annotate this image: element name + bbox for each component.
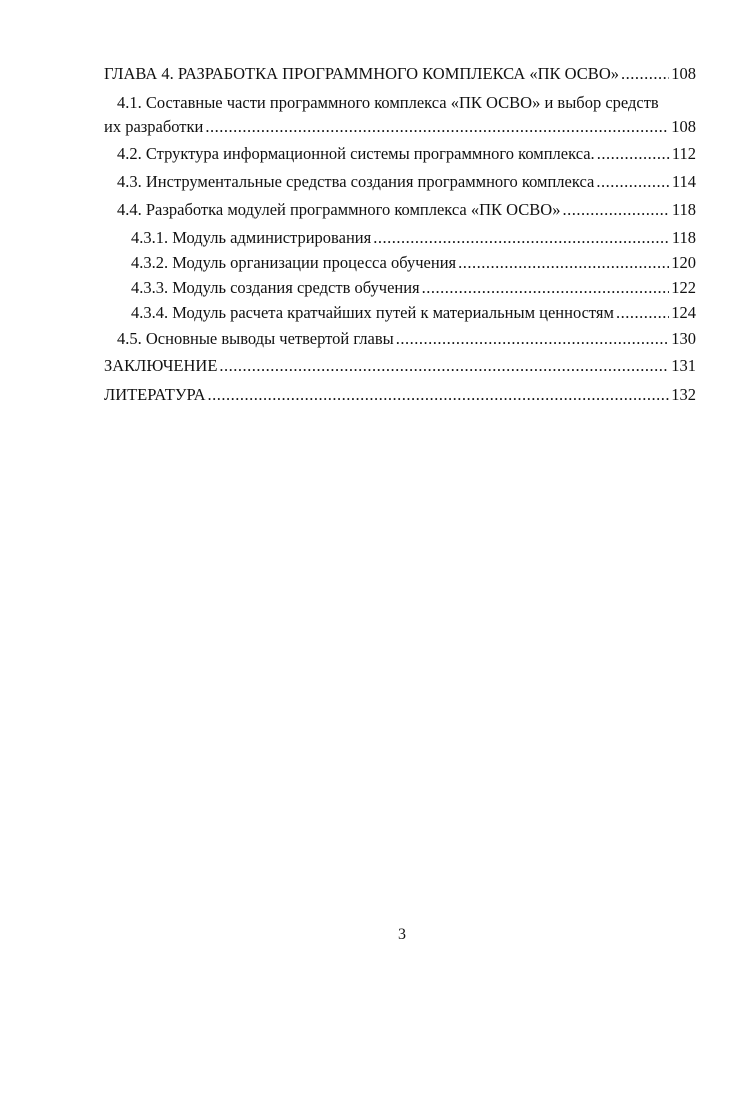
toc-entry-title: 4.3.2. Модуль организации процесса обучения [131, 253, 457, 272]
page-number: 3 [398, 926, 406, 943]
toc-entry-page: 130 [671, 329, 696, 348]
toc-entry-4-3-1 [131, 226, 696, 250]
toc-entry-page: 124 [671, 303, 696, 322]
toc-entry-title: 4.3.3. Модуль создания средств обучения [131, 278, 420, 297]
toc-entry-4-3-2 [131, 251, 696, 275]
dot-leader [373, 226, 670, 250]
toc-entry-page: 114 [671, 172, 696, 191]
toc-entry-title: 4.3.1. Модуль администрирования [131, 228, 372, 247]
toc-entry-literature [104, 383, 696, 407]
toc-entry-page: 108 [671, 117, 696, 136]
dot-leader [596, 170, 670, 194]
toc-entry-4-5 [117, 327, 696, 351]
toc-entry-4-1 [104, 91, 696, 139]
toc-entry-page: 118 [671, 200, 696, 219]
toc-entry-title: 4.2. Структура информационной системы программного комплекса. [117, 144, 595, 163]
dot-leader [205, 115, 669, 139]
toc-entry-page: 112 [671, 144, 696, 163]
toc-entry-chapter-4 [104, 62, 696, 86]
toc-entry-4-3-4 [131, 301, 696, 325]
toc-entry-page: 108 [671, 64, 696, 83]
toc-entry-page: 131 [671, 356, 696, 375]
toc-entry-title: 4.5. Основные выводы четвертой главы [117, 329, 394, 348]
dot-leader [422, 276, 670, 300]
toc-entry-title-line2: их разработки [104, 117, 204, 136]
toc-entry-4-2 [117, 142, 696, 166]
toc-entry-conclusion [104, 354, 696, 378]
dot-leader [458, 251, 669, 275]
toc-entry-page: 132 [671, 385, 696, 404]
toc-entry-page: 122 [671, 278, 696, 297]
dot-leader [208, 383, 670, 407]
dot-leader [219, 354, 669, 378]
toc-entry-4-3 [117, 170, 696, 194]
toc-entry-4-3-3 [131, 276, 696, 300]
toc-entry-title: ГЛАВА 4. РАЗРАБОТКА ПРОГРАММНОГО КОМПЛЕКСА «ПК ОСВО» [104, 64, 619, 83]
dot-leader [616, 301, 669, 325]
toc-entry-page: 120 [671, 253, 696, 272]
toc-entry-title: ЛИТЕРАТУРА [104, 385, 206, 404]
toc-entry-title: 4.3.4. Модуль расчета кратчайших путей к материальным ценностям [131, 303, 614, 322]
toc-entry-title: ЗАКЛЮЧЕНИЕ [104, 356, 218, 375]
toc-entry-page: 118 [671, 228, 696, 247]
dot-leader [621, 62, 669, 86]
dot-leader [562, 198, 669, 222]
toc-entry-title: 4.4. Разработка модулей программного комплекса «ПК ОСВО» [117, 200, 561, 219]
toc-entry-title: 4.3. Инструментальные средства создания программного комплекса [117, 172, 595, 191]
dot-leader [597, 142, 670, 166]
toc-entry-title-line1: 4.1. Составные части программного комплекса «ПК ОСВО» и выбор средств [117, 93, 659, 112]
dot-leader [396, 327, 670, 351]
toc-entry-4-4 [117, 198, 696, 222]
